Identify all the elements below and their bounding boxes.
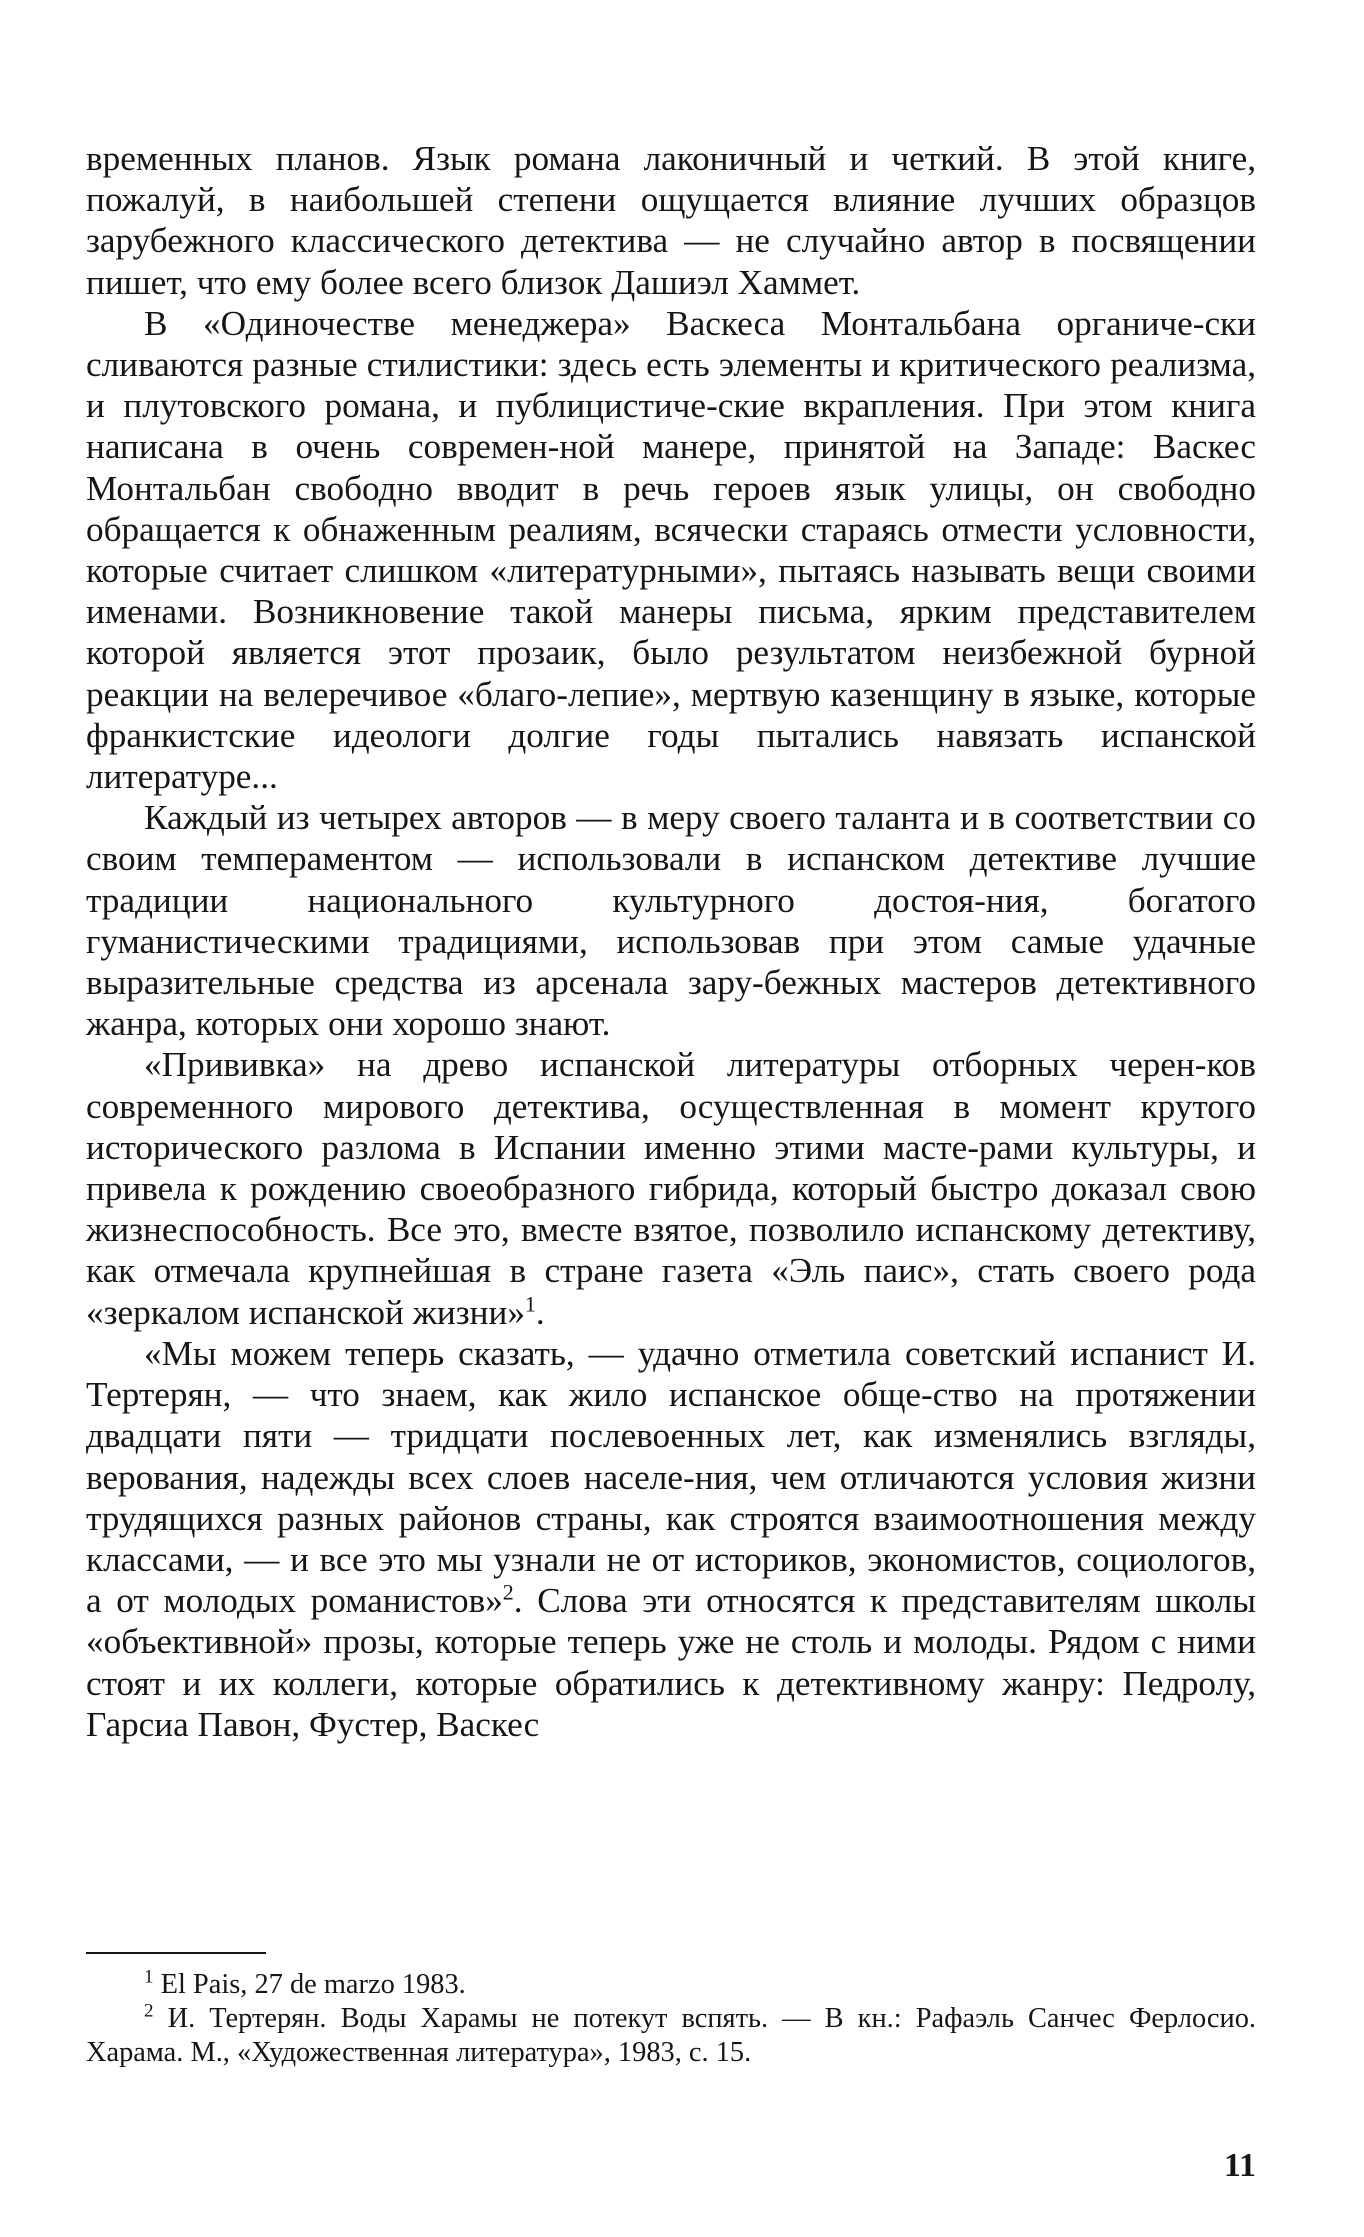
footnote-mark: 2 (144, 2000, 154, 2022)
paragraph-text: «Прививка» на древо испанской литературы отборных черен-ков современного мирового детектива, осуществленная в момент крутого исторического разлома в Испании именно этими масте-рами культуры, и привела к рождению своеобразного гибрида, который быстро доказал свою жизнеспособность. Все это, вместе взятое, позволило испанскому детективу, как отмечала крупнейшая в стране газета «Эль паис», стать своего рода «зеркалом испанской жизни» (86, 1045, 1256, 1332)
page-number: 11 (1223, 2147, 1256, 2184)
footnote-ref: 2 (502, 1579, 514, 1605)
footnote-divider (86, 1952, 266, 1954)
footnote (86, 2002, 1256, 2070)
footnote-text: И. Тертерян. Воды Харамы не потекут вспять. — В кн.: Рафаэль Санчес Ферлосио. Харама. М., «Художественная литература», 1983, с. 15. (86, 2003, 1256, 2068)
paragraph-text: «Мы можем теперь сказать, — удачно отметила советский испанист И. Тертерян, — что знаем, как жило испанское обще-ство на протяжении двадцати пяти — тридцати послевоенных лет, как изменялись взгляды, верования, надежды всех слоев населе-ния, чем отличаются условия жизни трудящихся разных районов страны, как строятся взаимоотношения между классами, — и все это мы узнали не от историков, экономистов, социологов, а от молодых романистов» (86, 1333, 1256, 1621)
paragraph (86, 1044, 1256, 1332)
paragraph (86, 1333, 1256, 1745)
paragraph: временных планов. Язык романа лаконичный и четкий. В этой книге, пожалуй, в наибольшей степени ощущается влияние лучших образцов зарубежного классического детектива — не случайно автор в посвящении пишет, что ему более всего близок Дашиэл Хаммет. (86, 139, 1256, 302)
footnote (86, 1968, 1256, 2002)
paragraph: Каждый из четырех авторов — в меру своего таланта и в соответствии со своим темпераментом — использовали в испанском детективе лучшие традиции национального культурного достоя-ния, богатого гуманистическими традициями, использовав при этом самые удачные выразительные средства из арсенала зару-бежных мастеров детективного жанра, которых они хорошо знают. (86, 798, 1256, 1044)
footnote-ref: 1 (524, 1290, 536, 1316)
paragraph: В «Одиночестве менеджера» Васкеса Монтальбана органиче-ски сливаются разные стилистики: здесь есть элементы и критического реализма, и плутовского романа, и публицистиче-ские вкрапления. При этом книга написана в очень современ-ной манере, принятой на Западе: Васкес Монтальбан свободно вводит в речь героев язык улицы, он свободно обращается к обнаженным реалиям, всячески стараясь отмести условности, которые считает слишком «литературными», пытаясь называть вещи своими именами. Возникновение такой манеры письма, ярким представителем которой является этот прозаик, было результатом неизбежной бурной реакции на велеречивое «благо-лепие», мертвую казенщину в языке, которые франкистские идеологи долгие годы пытались навязать испанской литературе... (86, 303, 1256, 797)
footnote-mark: 1 (144, 1966, 154, 1988)
footnote-text: El Pais, 27 de marzo 1983. (160, 1969, 466, 2000)
sentence-end: . (535, 1292, 545, 1332)
main-text (86, 138, 1256, 1745)
footnotes (86, 1968, 1256, 2070)
paragraph-text: . Слова эти относятся к представителям школы «объективной» прозы, которые теперь уже не столь и молоды. Рядом с ними стоят и их коллеги, которые обратились к детективному жанру: Педролу, Гарсиа Павон, Фустер, Васкес (86, 1581, 1256, 1744)
